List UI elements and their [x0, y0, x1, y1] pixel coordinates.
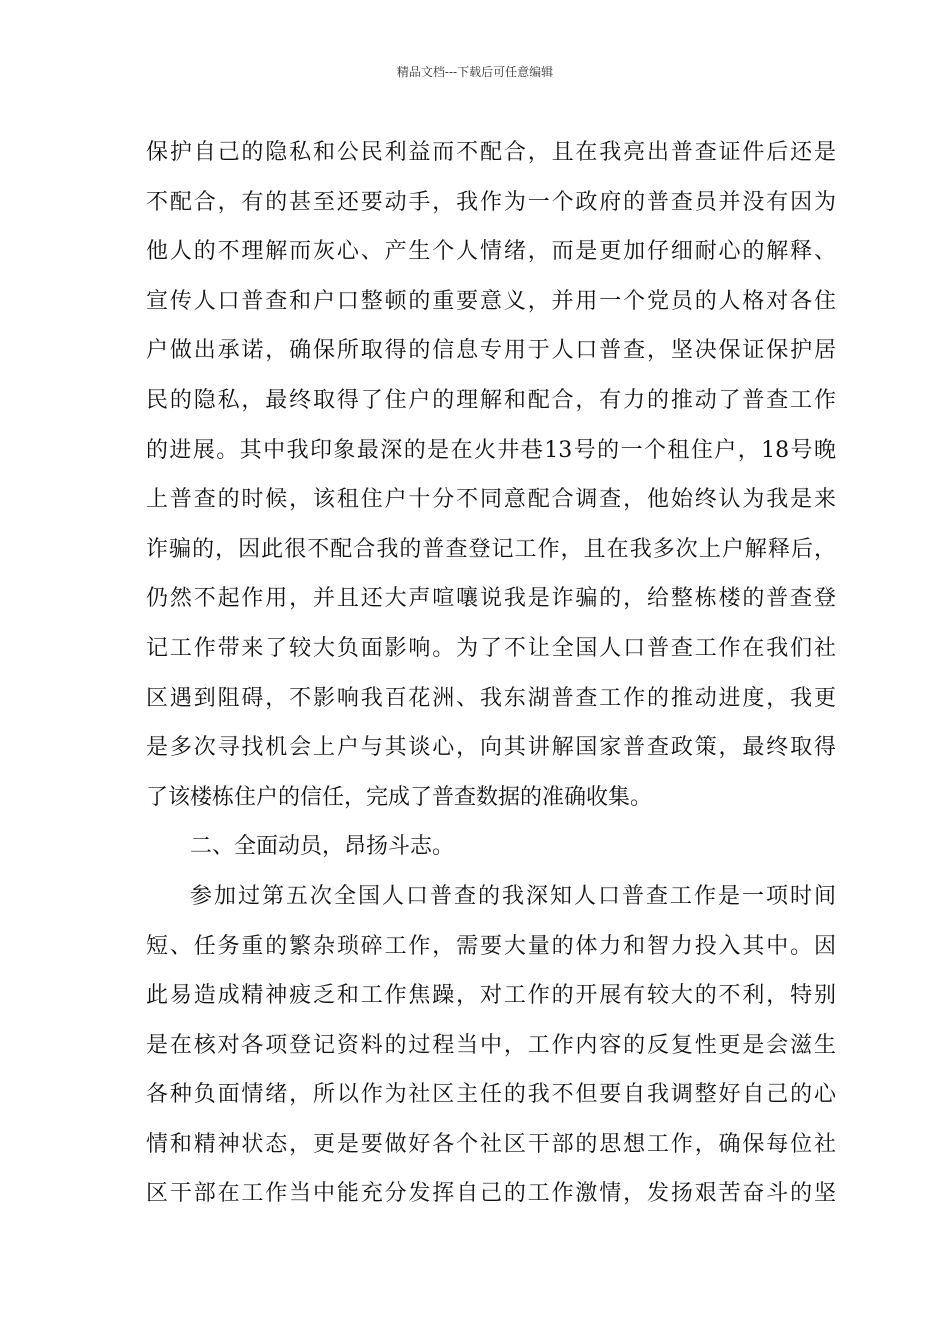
- section-heading: 二、全面动员，昂扬斗志。: [190, 834, 455, 860]
- paragraph-line: 是在核对各项登记资料的过程当中，工作内容的反复性更是会滋生: [146, 1032, 836, 1058]
- paragraph-line: 的进展。其中我印象最深的是在火井巷13号的一个租住户，18号晚: [146, 437, 836, 463]
- paragraph-line: 宣传人口普查和户口整顿的重要意义，并用一个党员的人格对各住: [146, 288, 836, 314]
- paragraph-line: 不配合，有的甚至还要动手，我作为一个政府的普查员并没有因为: [146, 189, 836, 215]
- paragraph-line: 记工作带来了较大负面影响。为了不让全国人口普查工作在我们社: [146, 635, 836, 661]
- paragraph-line: 此易造成精神疲乏和工作焦躁，对工作的开展有较大的不利，特别: [146, 983, 836, 1009]
- paragraph-line: 他人的不理解而灰心、产生个人情绪，而是更加仔细耐心的解释、: [146, 239, 836, 265]
- paragraph-first-line: 参加过第五次全国人口普查的我深知人口普查工作是一项时间: [190, 883, 836, 909]
- paragraph-line: 情和精神状态，更是要做好各个社区干部的思想工作，确保每位社: [146, 1131, 836, 1157]
- paragraph-last-line: 了该楼栋住户的信任，完成了普查数据的准确收集。: [146, 784, 653, 810]
- document-body: [146, 128, 836, 1219]
- paragraph-line: 保护自己的隐私和公民利益而不配合，且在我亮出普查证件后还是: [146, 140, 836, 165]
- page-header: 精品文档---下载后可任意编辑: [396, 65, 554, 79]
- paragraph-line: 仍然不起作用，并且还大声喧嚷说我是诈骗的，给整栋楼的普查登: [146, 586, 836, 612]
- paragraph-line: 短、任务重的繁杂琐碎工作，需要大量的体力和智力投入其中。因: [146, 933, 836, 959]
- paragraph-line: 上普查的时候，该租住户十分不同意配合调查，他始终认为我是来: [146, 487, 836, 513]
- paragraph-line: 区干部在工作当中能充分发挥自己的工作激情，发扬艰苦奋斗的坚: [146, 1181, 836, 1207]
- paragraph-line: 诈骗的，因此很不配合我的普查登记工作，且在我多次上户解释后，: [146, 536, 836, 562]
- paragraph-line: 是多次寻找机会上户与其谈心，向其讲解国家普查政策，最终取得: [146, 735, 836, 761]
- paragraph-line: 各种负面情绪，所以作为社区主任的我不但要自我调整好自己的心: [146, 1082, 836, 1108]
- paragraph-line: 区遇到阻碍，不影响我百花洲、我东湖普查工作的推动进度，我更: [146, 685, 836, 711]
- paragraph-line: 民的隐私，最终取得了住户的理解和配合，有力的推动了普查工作: [146, 387, 836, 413]
- paragraph-line: 户做出承诺，确保所取得的信息专用于人口普查，坚决保证保护居: [146, 338, 836, 364]
